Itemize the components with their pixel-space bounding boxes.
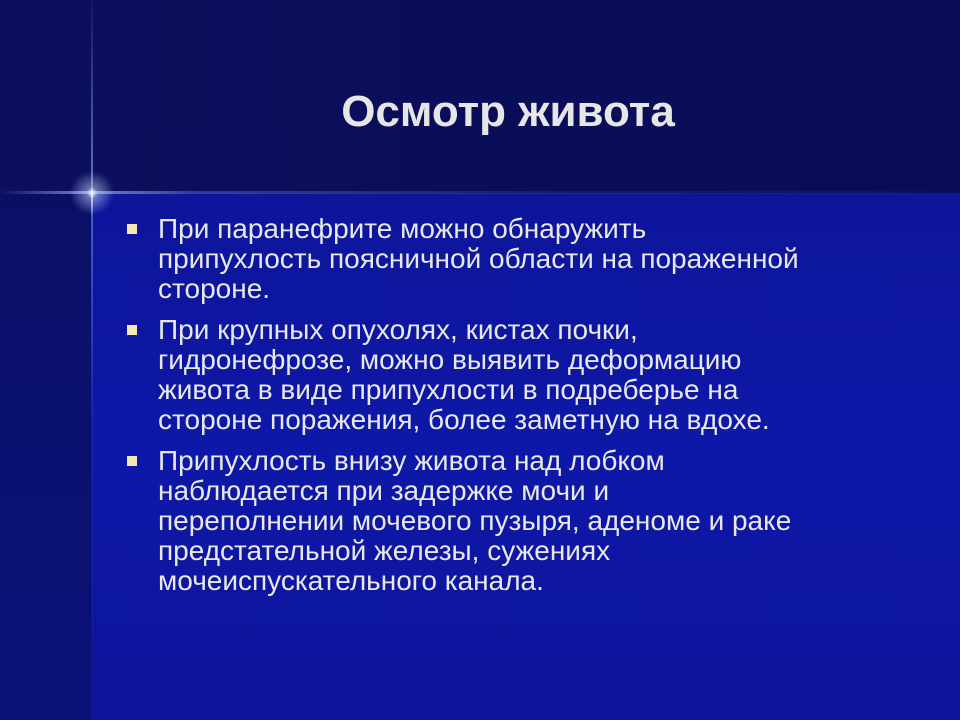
left-band-background — [0, 193, 92, 720]
bullet-line: При крупных опухолях, кистах почки, — [158, 314, 638, 345]
slide-title: Осмотр живота — [341, 87, 675, 136]
square-bullet-icon — [127, 224, 137, 234]
bullet-item-3 — [122, 446, 902, 596]
square-bullet-icon — [127, 456, 137, 466]
bullet-item-1 — [122, 214, 902, 304]
bullet-line: При паранефрите можно обнаружить — [158, 213, 647, 244]
bullet-line: наблюдается при задержке мочи и — [158, 475, 610, 506]
bullet-line: переполнении мочевого пузыря, аденоме и раке — [158, 505, 792, 536]
bullet-line: припухлость поясничной области на пораженной — [158, 243, 799, 274]
star-flare-decoration — [66, 167, 118, 219]
bullet-line: живота в виде припухлости в подреберье на — [158, 374, 739, 405]
bullet-line: предстательной железы, сужениях — [158, 535, 611, 566]
bullet-line: стороне поражения, более заметную на вдохе. — [158, 404, 770, 435]
bullet-line: мочеиспускательного канала. — [158, 565, 544, 596]
horizontal-light-line — [0, 191, 960, 194]
bullet-line: гидронефрозе, можно выявить деформацию — [158, 344, 742, 375]
bullet-line: стороне. — [158, 273, 271, 304]
bullet-line: Припухлость внизу живота над лобком — [158, 445, 665, 476]
bullet-item-2 — [122, 315, 902, 435]
bullet-list — [122, 214, 902, 607]
square-bullet-icon — [127, 325, 137, 335]
